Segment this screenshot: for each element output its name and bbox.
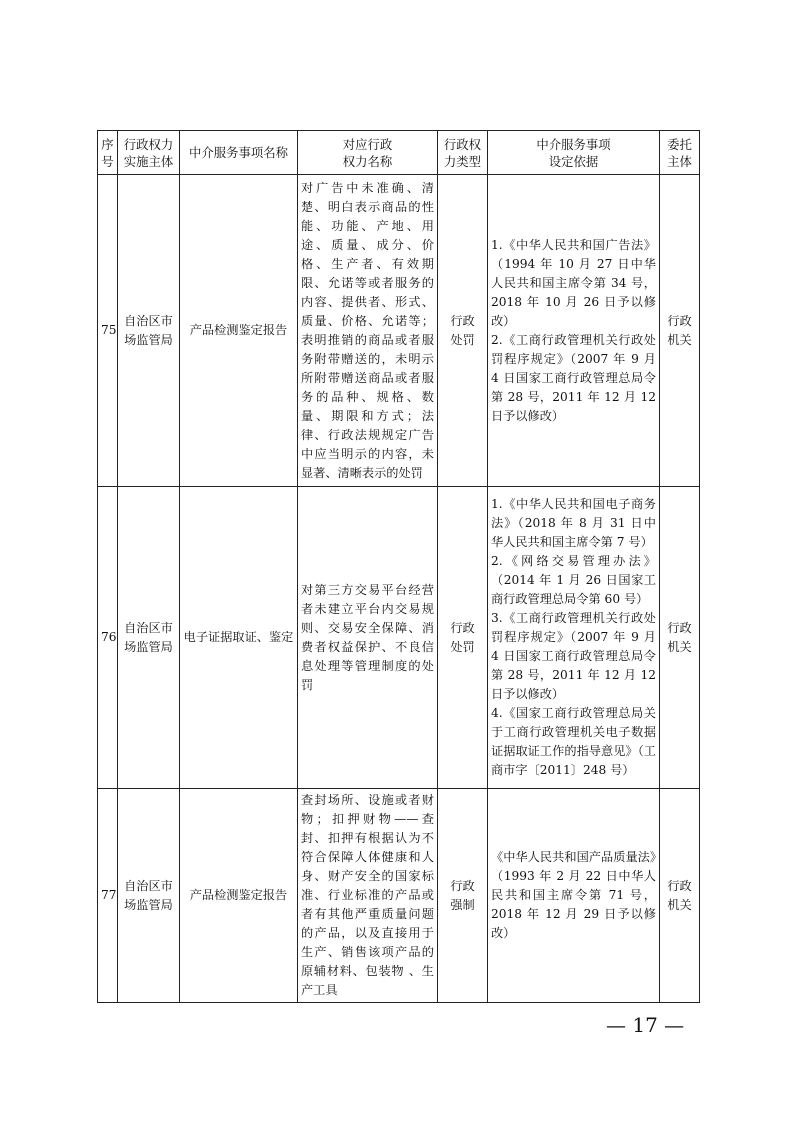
header-power: 对应行政 权力名称 bbox=[298, 131, 438, 175]
row-no: 77 bbox=[98, 789, 118, 1003]
table-row bbox=[98, 789, 700, 1003]
row-power: 对广告中未准确、清楚、明白表示商品的性能、功能、产地、用途、质量、成分、价格、生产者、有效期限、允诺等或者服务的内容、提供者、形式、质量、价格、允诺等；表明推销的商品或者服务附带赠送的，未明示所附带赠送商品或者服务的品种、规格、数量、期限和方式；法律、行政法规规定广告中应当明示的内容，未显著、清晰表示的处罚 bbox=[298, 175, 438, 487]
row-delegate: 行政 机关 bbox=[660, 789, 700, 1003]
table-row bbox=[98, 487, 700, 789]
row-no: 76 bbox=[98, 487, 118, 789]
header-type: 行政权 力类型 bbox=[438, 131, 488, 175]
header-subject: 行政权力 实施主体 bbox=[118, 131, 180, 175]
header-service: 中介服务事项名称 bbox=[180, 131, 298, 175]
row-basis: 《中华人民共和国产品质量法》（1993 年 2 月 22 日中华人民共和国主席令第 71 号，2018 年 12 月 29 日予以修改） bbox=[488, 789, 660, 1003]
service-items-table bbox=[97, 130, 700, 1003]
row-service: 产品检测鉴定报告 bbox=[180, 175, 298, 487]
header-no: 序 号 bbox=[98, 131, 118, 175]
header-basis: 中介服务事项 设定依据 bbox=[488, 131, 660, 175]
table-header-row bbox=[98, 131, 700, 175]
row-subject: 自治区市 场监管局 bbox=[118, 175, 180, 487]
row-type: 行政 处罚 bbox=[438, 175, 488, 487]
row-type: 行政 处罚 bbox=[438, 487, 488, 789]
row-delegate: 行政 机关 bbox=[660, 175, 700, 487]
table-row bbox=[98, 175, 700, 487]
page-number: — 17 — bbox=[606, 1013, 685, 1037]
row-service: 电子证据取证、鉴定 bbox=[180, 487, 298, 789]
row-service: 产品检测鉴定报告 bbox=[180, 789, 298, 1003]
row-basis: 1.《中华人民共和国广告法》（1994 年 10 月 27 日中华人民共和国主席令第 34 号，2018 年 10 月 26 日予以修改） 2.《工商行政管理机关行政处罚程序规定》（2007 年 9 月 4 日国家工商行政管理总局令第 28 号，2011 年 12 月 12 日予以修改） bbox=[488, 175, 660, 487]
row-no: 75 bbox=[98, 175, 118, 487]
row-power: 对第三方交易平台经营者未建立平台内交易规则、交易安全保障、消费者权益保护、不良信息处理等管理制度的处罚 bbox=[298, 487, 438, 789]
row-type: 行政 强制 bbox=[438, 789, 488, 1003]
row-subject: 自治区市 场监管局 bbox=[118, 487, 180, 789]
row-delegate: 行政 机关 bbox=[660, 487, 700, 789]
row-subject: 自治区市 场监管局 bbox=[118, 789, 180, 1003]
row-power: 查封场所、设施或者财物；扣押财物——查封、扣押有根据认为不符合保障人体健康和人身、财产安全的国家标准、行业标准的产品或者有其他严重质量问题的产品，以及直接用于生产、销售该项产品的原辅材料、包装物 、生产工具 bbox=[298, 789, 438, 1003]
header-delegate: 委托 主体 bbox=[660, 131, 700, 175]
row-basis: 1.《中华人民共和国电子商务法》（2018 年 8 月 31 日中华人民共和国主席令第 7 号） 2.《网络交易管理办法》（2014 年 1 月 26 日国家工商行政管理总局令第 60 号） 3.《工商行政管理机关行政处罚程序规定》（2007 年 9 月 4 日国家工商行政管理总局令第 28 号，2011 年 12 月 12 日予以修改） 4.《国家工商行政管理总局关于工商行政管理机关电子数据证据取证工作的指导意见》（工商市字〔2011〕248 号） bbox=[488, 487, 660, 789]
